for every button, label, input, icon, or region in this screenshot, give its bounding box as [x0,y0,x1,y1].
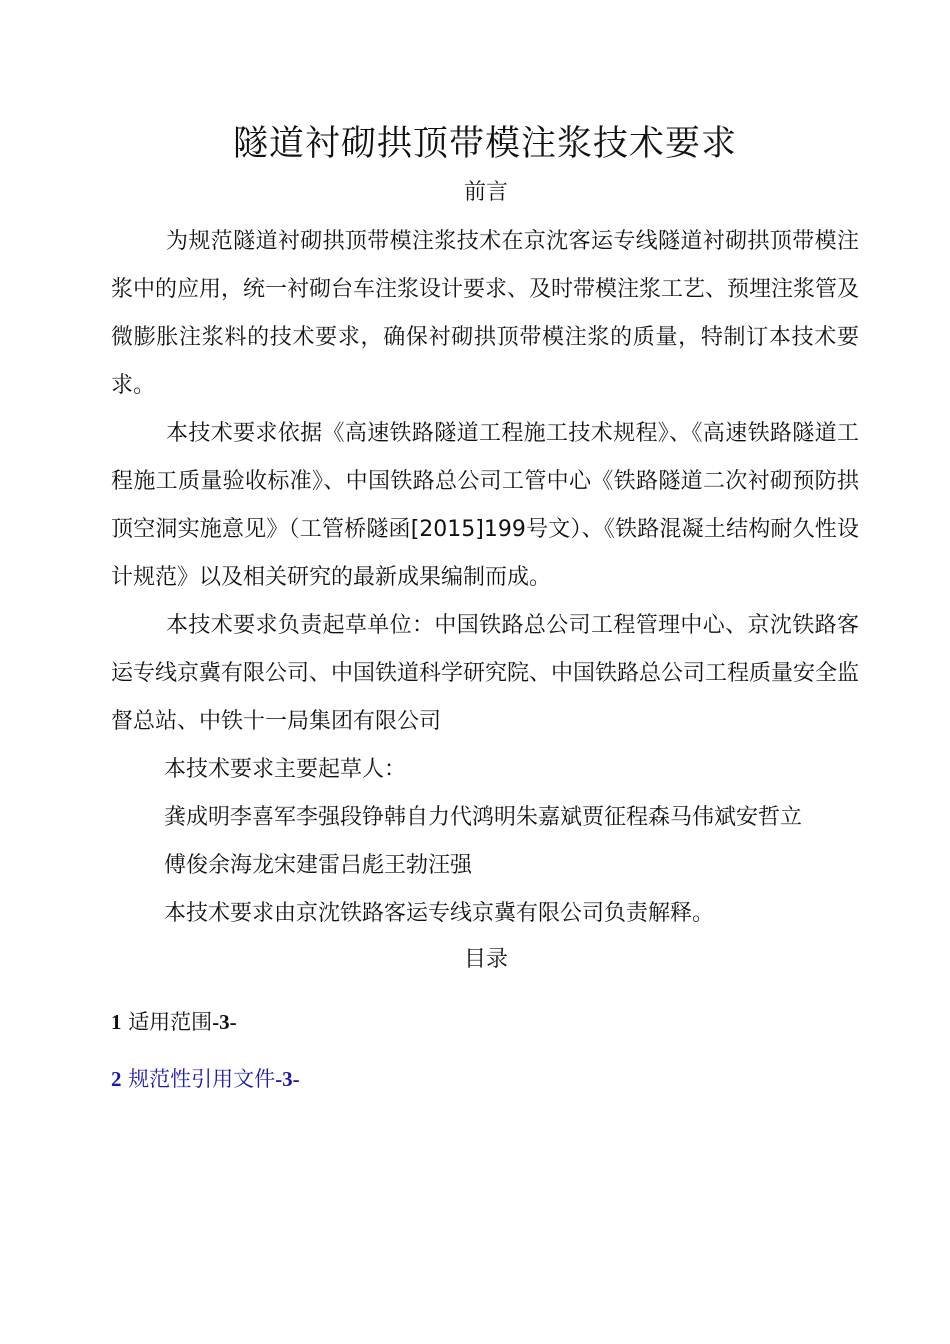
drafters-names-line-2: 傅俊余海龙宋建雷吕彪王勃汪强 [164,853,473,878]
drafters-label: 本技术要求主要起草人： [164,757,407,782]
toc-item-page: -3- [275,1067,300,1091]
toc-item-label: 规范性引用文件 [128,1067,276,1091]
interpretation-statement: 本技术要求由京沈铁路客运专线京冀有限公司负责解释。 [164,901,715,926]
document-title: 隧道衬砌拱顶带模注浆技术要求 [232,124,737,164]
toc-item-number: 1 [111,1010,122,1034]
toc-item-label: 适用范围 [128,1010,213,1034]
preface-paragraph-basis: 本技术要求依据《高速铁路隧道工程施工技术规程》、《高速铁路隧道工程施工质量验收标准》、中国铁路总公司工管中心《铁路隧道二次衬砌预防拱顶空洞实施意见》（工管桥隧函[2015]199号文）、《铁路混凝土结构耐久性设计规范》以及相关研究的最新成果编制而成。 [111,421,859,590]
drafters-names-line-1: 龚成明李喜军李强段铮韩自力代鸿明朱嘉斌贾征程森马伟斌安哲立 [164,805,803,830]
toc-item-scope[interactable] [111,1006,237,1038]
preface-heading: 前言 [463,180,508,205]
toc-item-page: -3- [212,1010,237,1034]
toc-heading: 目录 [463,947,508,972]
preface-paragraph-purpose: 为规范隧道衬砌拱顶带模注浆技术在京沈客运专线隧道衬砌拱顶带模注浆中的应用，统一衬砌台车注浆设计要求、及时带模注浆工艺、预埋注浆管及微膨胀注浆料的技术要求，确保衬砌拱顶带模注浆的质量，特制订本技术要求。 [111,229,860,398]
preface-paragraph-drafting-units: 本技术要求负责起草单位：中国铁路总公司工程管理中心、京沈铁路客运专线京冀有限公司、中国铁道科学研究院、中国铁路总公司工程质量安全监督总站、中铁十一局集团有限公司 [111,613,860,734]
toc-item-normative-references[interactable] [111,1063,300,1095]
toc-item-number: 2 [111,1067,122,1091]
